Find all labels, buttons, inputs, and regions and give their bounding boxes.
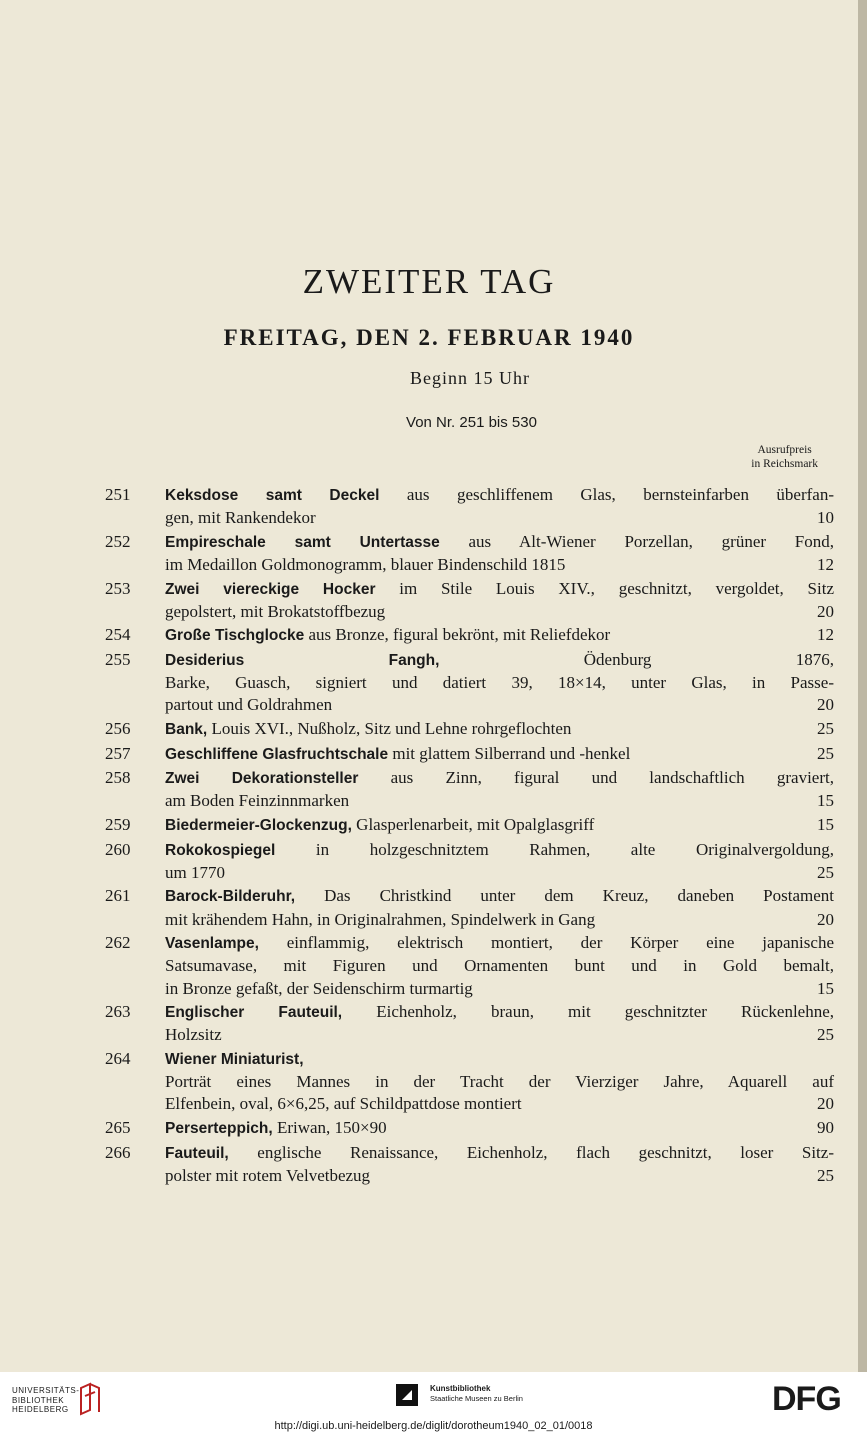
lot-text: Elfenbein, oval, 6×6,25, auf Schildpattdose montiert — [165, 1094, 522, 1114]
kunstbibliothek-label[interactable] — [430, 1384, 523, 1404]
lot-text: Barke, Guasch, signiert und datiert 39, 18×14, unter Glas, in Passe- — [165, 673, 834, 693]
lot-description — [165, 767, 834, 812]
lot-name: Vasenlampe, — [165, 935, 259, 953]
lot-line — [165, 601, 834, 623]
lot-entry — [105, 1048, 834, 1116]
lot-text: aus geschliffenem Glas, bernsteinfarben überfan- — [379, 485, 834, 504]
lot-line — [165, 1024, 834, 1046]
lot-price: 15 — [817, 791, 834, 811]
lot-line — [165, 531, 834, 554]
lot-description — [165, 885, 834, 930]
lot-price: 25 — [817, 718, 834, 738]
price-column-header — [751, 443, 818, 471]
lot-entry — [105, 624, 834, 647]
lot-text: mit glattem Silberrand und -henkel — [388, 743, 631, 763]
lot-description — [165, 1117, 834, 1140]
lot-description — [165, 718, 834, 741]
lot-line — [165, 694, 834, 716]
lot-line — [165, 1048, 834, 1071]
lot-description — [165, 649, 834, 717]
lot-text: im Medaillon Goldmonogramm, blauer Bindenschild 1815 — [165, 555, 566, 574]
lot-name: Desiderius Fangh, — [165, 651, 440, 669]
date-heading: FREITAG, DEN 2. FEBRUAR 1940 — [223, 325, 635, 350]
uni-name-line-1: UNIVERSITÄTS- — [12, 1386, 80, 1395]
lot-description — [165, 578, 834, 623]
lot-entry — [105, 649, 834, 717]
lot-line — [165, 578, 834, 601]
lot-text: Satsumavase, mit Figuren und Ornamenten bunt und in Gold bemalt, — [165, 956, 834, 976]
lot-entry — [105, 885, 834, 930]
lot-text: partout und Goldrahmen — [165, 695, 333, 715]
lot-text: um 1770 — [165, 862, 225, 882]
lot-name: Geschliffene Glasfruchtschale — [165, 745, 389, 763]
lot-price: 12 — [817, 555, 834, 574]
lot-line — [165, 885, 834, 908]
price-header-line-1: Ausrufpreis — [757, 444, 812, 456]
lot-price: 20 — [817, 909, 834, 929]
lot-price: 20 — [817, 1094, 834, 1114]
lot-text: in Bronze gefaßt, der Seidenschirm turmartig — [165, 978, 473, 998]
lot-text: einflammig, elektrisch montiert, der Körper eine japanische — [258, 933, 834, 953]
lot-text: gepolstert, mit Brokatstoffbezug — [165, 601, 386, 621]
lot-number: 258 — [105, 768, 131, 788]
lot-number: 252 — [105, 531, 131, 551]
lot-line — [165, 814, 834, 837]
uni-name-line-2: BIBLIOTHEK — [12, 1395, 65, 1405]
lot-number: 261 — [105, 886, 131, 906]
lot-text: Louis XVI., Nußholz, Sitz und Lehne rohrgeflochten — [207, 718, 572, 738]
lot-text: gen, mit Rankendekor — [165, 508, 316, 528]
lot-name: Wiener Miniaturist, — [165, 1050, 304, 1068]
permalink-url[interactable]: http://digi.ub.uni-heidelberg.de/diglit/dorotheum1940_02_01/0018 — [274, 1420, 593, 1432]
lot-entry — [105, 578, 834, 623]
lot-text: im Stile Louis XIV., geschnitzt, vergoldet, Sitz — [375, 578, 834, 598]
lot-text: Ödenburg 1876, — [439, 649, 834, 669]
lot-line — [165, 862, 834, 884]
lot-entry — [105, 1001, 834, 1046]
lot-name: Empireschale samt Untertasse — [165, 533, 440, 551]
lot-description — [165, 932, 834, 1000]
lot-line — [165, 839, 834, 862]
kb-name: Kunstbibliothek — [430, 1384, 491, 1393]
lot-number: 255 — [105, 649, 131, 669]
lot-entry — [105, 718, 834, 741]
uni-name-line-3: HEIDELBERG — [12, 1405, 69, 1414]
lot-name: Zwei Dekorationsteller — [165, 770, 359, 788]
lot-line — [165, 672, 834, 694]
lot-line — [165, 718, 834, 741]
lot-line — [165, 1165, 834, 1187]
lot-line — [165, 624, 834, 647]
lot-name: Barock-Bilderuhr, — [165, 888, 296, 906]
lot-text: englische Renaissance, Eichenholz, flach geschnitzt, loser Sitz- — [228, 1142, 834, 1162]
lot-text: Holzsitz — [165, 1025, 222, 1045]
lot-price: 15 — [817, 814, 834, 834]
lot-price: 25 — [817, 1025, 834, 1045]
lot-line — [165, 1117, 834, 1140]
lot-number: 257 — [105, 743, 131, 763]
lot-line — [165, 554, 834, 576]
lot-price: 90 — [817, 1117, 834, 1137]
lot-text: am Boden Feinzinnmarken — [165, 791, 350, 811]
lot-price: 10 — [817, 508, 834, 528]
lot-line — [165, 484, 834, 507]
lot-line — [165, 978, 834, 1000]
lot-text: Glasperlenarbeit, mit Opalglasgriff — [351, 814, 595, 834]
kb-subtitle: Staatliche Museen zu Berlin — [430, 1394, 523, 1403]
lot-text: Porträt eines Mannes in der Tracht der Vierziger Jahre, Aquarell auf — [165, 1072, 834, 1092]
lot-number: 260 — [105, 839, 131, 859]
lot-entry — [105, 814, 834, 837]
price-header-line-2: in Reichsmark — [751, 458, 818, 470]
kunstbibliothek-logo-icon — [396, 1384, 418, 1406]
lot-number: 265 — [105, 1117, 131, 1137]
footer-bar — [0, 1372, 867, 1434]
lot-price: 25 — [817, 1165, 834, 1185]
lot-text: Das Christkind unter dem Kreuz, daneben Postament — [295, 886, 834, 906]
lot-line — [165, 909, 834, 931]
lot-description — [165, 814, 834, 837]
lot-entry — [105, 1142, 834, 1187]
lot-entry — [105, 932, 834, 1000]
lot-number: 263 — [105, 1002, 131, 1022]
lot-text: aus Bronze, figural bekrönt, mit Reliefdekor — [304, 625, 611, 645]
lot-line — [165, 767, 834, 790]
lot-number: 264 — [105, 1048, 131, 1068]
lot-entry — [105, 743, 834, 766]
lot-line — [165, 1093, 834, 1115]
lot-line — [165, 790, 834, 812]
lot-entry — [105, 531, 834, 576]
lot-description — [165, 484, 834, 529]
lot-text: polster mit rotem Velvetbezug — [165, 1165, 371, 1185]
dfg-logo[interactable]: DFG — [772, 1380, 841, 1418]
start-time: Beginn 15 Uhr — [410, 368, 530, 388]
lot-name: Bank, — [165, 720, 208, 738]
lot-number: 254 — [105, 625, 131, 645]
lot-description — [165, 743, 834, 766]
lot-number: 266 — [105, 1142, 131, 1162]
lot-line — [165, 932, 834, 955]
lot-price: 12 — [817, 625, 834, 645]
lot-name: Englischer Fauteuil, — [165, 1004, 343, 1022]
lot-entry — [105, 484, 834, 529]
lot-price: 25 — [817, 743, 834, 763]
lot-line — [165, 955, 834, 977]
lot-number: 262 — [105, 933, 131, 953]
lot-description — [165, 531, 834, 576]
lot-line — [165, 743, 834, 766]
page-title: ZWEITER TAG — [302, 262, 556, 301]
lot-price: 25 — [817, 862, 834, 882]
university-emblem-icon — [78, 1382, 102, 1416]
lot-number: 259 — [105, 814, 131, 834]
lot-description — [165, 1048, 834, 1116]
lot-name: Biedermeier-Glockenzug, — [165, 816, 352, 834]
lot-range: Von Nr. 251 bis 530 — [406, 414, 537, 431]
lot-price: 20 — [817, 695, 834, 715]
lot-entry — [105, 839, 834, 884]
lot-entry — [105, 767, 834, 812]
lot-name: Keksdose samt Deckel — [165, 487, 380, 504]
lot-description — [165, 1001, 834, 1046]
lot-name: Große Tischglocke — [165, 627, 305, 645]
lot-list — [105, 484, 834, 1188]
lot-description — [165, 1142, 834, 1187]
lot-line — [165, 507, 834, 529]
lot-line — [165, 1071, 834, 1093]
lot-number: 256 — [105, 718, 131, 738]
lot-entry — [105, 1117, 834, 1140]
lot-text: aus Zinn, figural und landschaftlich graviert, — [358, 768, 834, 788]
lot-name: Fauteuil, — [165, 1144, 229, 1162]
university-library-logo[interactable] — [12, 1386, 79, 1415]
lot-text: mit krähendem Hahn, in Originalrahmen, Spindelwerk in Gang — [165, 909, 596, 929]
lot-price: 15 — [817, 978, 834, 998]
lot-line — [165, 1001, 834, 1024]
lot-name: Zwei viereckige Hocker — [165, 580, 376, 598]
lot-number: 253 — [105, 578, 131, 598]
lot-price: 20 — [817, 601, 834, 621]
lot-line — [165, 1142, 834, 1165]
lot-name: Perserteppich, — [165, 1119, 273, 1137]
lot-line — [165, 649, 834, 672]
lot-text: in holzgeschnitztem Rahmen, alte Originalvergoldung, — [275, 839, 834, 859]
lot-text: aus Alt-Wiener Porzellan, grüner Fond, — [439, 531, 835, 551]
lot-number: 251 — [105, 485, 131, 504]
lot-description — [165, 839, 834, 884]
page-edge — [858, 0, 867, 1372]
lot-text: Eriwan, 150×90 — [272, 1117, 387, 1137]
lot-text: Eichenholz, braun, mit geschnitzter Rückenlehne, — [342, 1002, 835, 1022]
lot-description — [165, 624, 834, 647]
lot-name: Rokokospiegel — [165, 841, 276, 859]
